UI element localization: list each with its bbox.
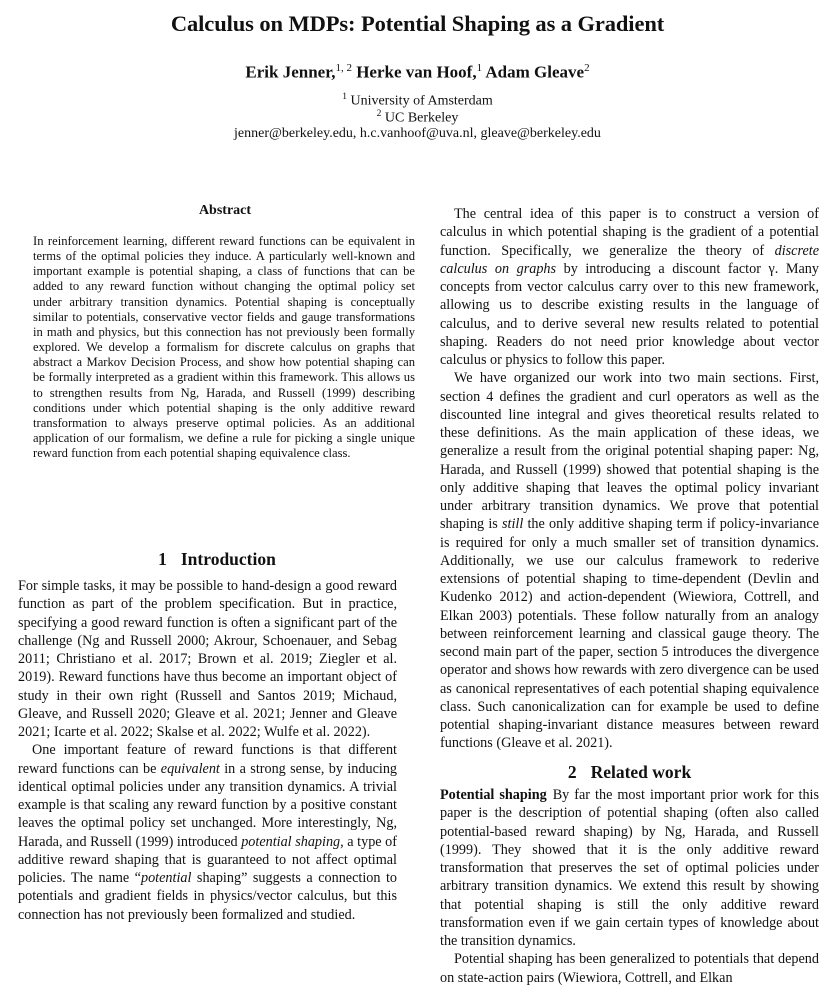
paragraph: For simple tasks, it may be possible to hand-design a good reward function as part of the problem specification. But in practice, specifying a good reward function is often a significant part of the challenge (Ng and Russell 2000; Akrour, Schoenauer, and Sebag 2011; Christiano et al. 2017; Brown et al. 2019; Ziegler et al. 2019). Reward functions have thus become an important object of study in their own right (Russell and Santos 2019; Michaud, Gleave, and Russell 2020; Gleave et al. 2021; Jenner and Gleave 2021; Icarte et al. 2022; Skalse et al. 2022; Wulfe et al. 2022). (18, 578, 397, 740)
abstract-heading: Abstract (198, 203, 252, 218)
right-column-body (440, 205, 819, 753)
affiliation (0, 109, 835, 127)
paper-title: Calculus on MDPs: Potential Shaping as a Gradient (170, 11, 665, 36)
author-affil-sup: 2 (584, 62, 590, 74)
affiliation (0, 92, 835, 110)
author-name: Erik Jenner, (245, 62, 336, 82)
affiliation-sup: 2 (376, 109, 382, 119)
paragraph: One important feature of reward functions is that different reward functions can be equivalent in a strong sense, by inducing identical optimal policies under any transition dynamics. A trivial example is that scaling any reward function by a positive constant leaves the optimal policy set unchanged. More interestingly, Ng, Harada, and Russell (1999) introduced potential shaping, a type of additive reward shaping that is guaranteed to not affect optimal policies. The name “potential shaping” suggests a connection to potentials and gradient fields in physics/vector calculus, but this connection has not previously been formalized and studied. (18, 742, 398, 923)
author-affil-sup: 1 (476, 62, 483, 74)
introduction-body (18, 577, 397, 924)
section-heading-introduction (18, 549, 416, 570)
section-number: 2 (567, 762, 577, 782)
author-affil-sup: 1, 2 (335, 62, 352, 74)
affiliation-name: UC Berkeley (384, 110, 459, 126)
author-list (0, 62, 835, 83)
emphasis: potential shaping (241, 833, 341, 850)
section-number: 1 (158, 549, 167, 569)
author-name: Adam Gleave (485, 62, 585, 82)
section-title: Introduction (180, 549, 276, 569)
affiliation-sup: 1 (342, 92, 347, 102)
emphasis: still (502, 516, 524, 533)
emphasis: discrete calculus on graphs (440, 242, 819, 277)
emphasis: potential (140, 870, 192, 886)
affiliation-name: University of Amsterdam (350, 93, 493, 109)
related-work-body (440, 786, 819, 987)
emphasis: equivalent (160, 760, 220, 777)
section-title: Related work (590, 762, 692, 782)
run-in-heading: Potential shaping (440, 787, 547, 803)
paragraph: We have organized our work into two main sections. First, section 4 defines the gradient and curl operators as well as the discounted line integral and gives theoretical results related to these definitions. As the main application of these ideas, we generalize a result from the original potential shaping paper: Ng, Harada, and Russell (1999) showed that potential shaping is the only additive shaping that leaves the optimal policy invariant under arbitrary transition dynamics. We prove that potential shaping is still the only additive shaping term if policy-invariance is required for only a much smaller set of transition dynamics. Additionally, we use our calculus framework to rederive extensions of potential shaping to time-dependent (Devlin and Kudenko 2012) and action-dependent (Wiewiora, Cottrell, and Elkan 2003) potentials. These follow naturally from an analogy between reinforcement learning and classical gauge theory. The second main part of the paper, section 5 introduces the divergence operator and shows how rewards with zero divergence can be used as canonical representatives of each potential shaping equivalence class. Such canonicalization can for example be used to define potential shaping-invariant distance measures between reward functions (Gleave et al. 2021). (440, 370, 819, 752)
author-emails: jenner@berkeley.edu, h.c.vanhoof@uva.nl, gleave@berkeley.edu (234, 126, 601, 141)
paragraph: Potential shaping has been generalized to potentials that depend on state-action pairs (Wiewiora, Cottrell, and Elkan (440, 951, 819, 986)
author-name: Herke van Hoof, (356, 62, 477, 82)
paragraph: Potential shaping By far the most important prior work for this paper is the description of potential shaping (often also called potential-based reward shaping) by Ng, Harada, and Russell (1999). They showed that it is the only additive reward transformation that preserves the set of optimal policies under arbitrary transition dynamics. We extend this result by showing that potential shaping is still the only additive reward transformation even if we gain certain types of knowledge about the transition dynamics. (440, 787, 819, 949)
section-heading-related-work (440, 762, 819, 783)
paragraph: The central idea of this paper is to construct a version of calculus in which potential shaping is the gradient of a potential function. Specifically, we generalize the theory of discrete calculus on graphs by introducing a discount factor γ. Many concepts from vector calculus carry over to this new framework, allowing us to describe existing results in the language of calculus, and to derive several new results related to potential shaping. Readers do not need prior knowledge about vector calculus or physics to follow this paper. (440, 206, 819, 368)
abstract-text: In reinforcement learning, different reward functions can be equivalent in terms of the optimal policies they induce. A particularly well-known and important example is potential shaping, a class of functions that can be added to any reward function without changing the optimal policy set under arbitrary transition dynamics. Potential shaping is conceptually similar to potentials, conservative vector fields and gauge transformations in math and physics, but this connection has not previously been formally explored. We develop a formalism for discrete calculus on graphs that abstract a Markov Decision Process, and show how potential shaping can be formally interpreted as a gradient within this framework. This allows us to strengthen results from Ng, Harada, and Russell (1999) describing conditions under which potential shaping is the only additive reward transformation to always preserve optimal policies. As an additional application of our formalism, we define a rule for picking a single unique reward function from each potential shaping equivalence class. (33, 234, 415, 461)
